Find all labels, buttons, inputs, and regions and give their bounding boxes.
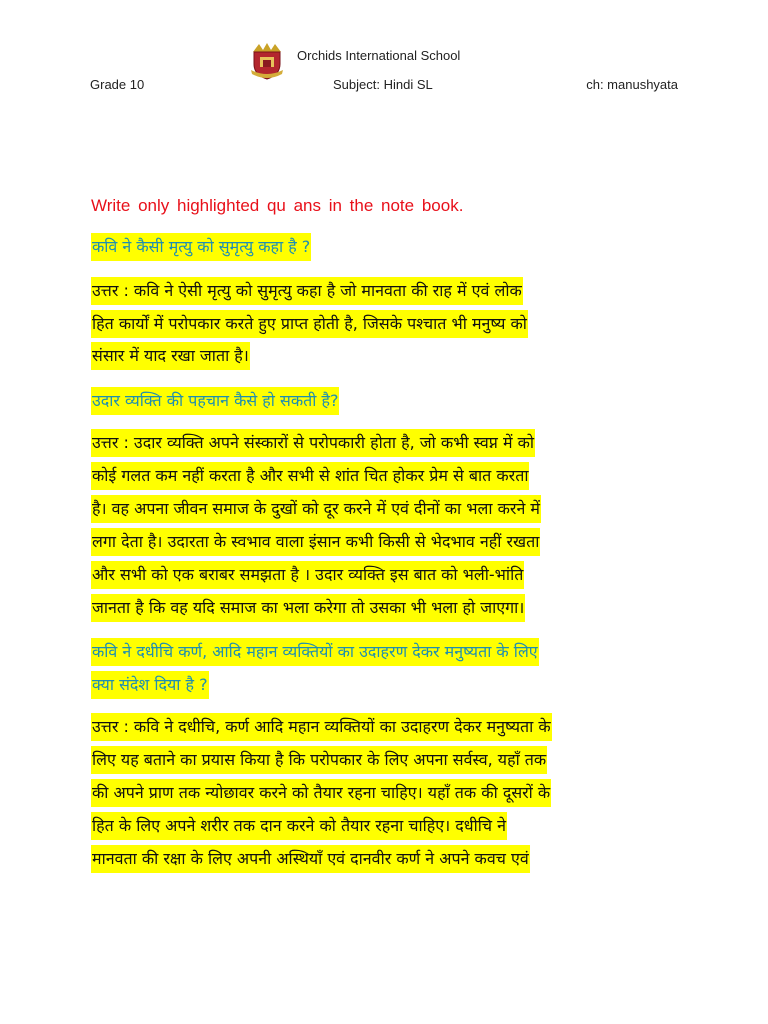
answer-3-line-1: उत्तर : कवि ने दधीचि, कर्ण आदि महान व्यक्तियों का उदाहरण देकर मनुष्यता के bbox=[91, 713, 552, 741]
answer-2-line-6: जानता है कि वह यदि समाज का भला करेगा तो उसका भी भला हो जाएगा। bbox=[91, 594, 525, 622]
answer-2-line-4: लगा देता है। उदारता के स्वभाव वाला इंसान कभी किसी से भेदभाव नहीं रखता bbox=[91, 528, 540, 556]
answer-1-line-3: संसार में याद रखा जाता है। bbox=[91, 342, 250, 370]
answer-3-line-4: हित के लिए अपने शरीर तक दान करने को तैयार रहना चाहिए। दधीचि ने bbox=[91, 812, 507, 840]
instruction-text: Write only highlighted qu ans in the note book. bbox=[91, 196, 464, 215]
grade-label: Grade 10 bbox=[90, 77, 145, 92]
answer-2-line-1: उत्तर : उदार व्यक्ति अपने संस्कारों से परोपकारी होता है, जो कभी स्वप्न में को bbox=[91, 429, 535, 457]
document-header bbox=[0, 0, 768, 100]
school-crest-icon bbox=[249, 42, 285, 80]
answer-3-line-2: लिए यह बताने का प्रयास किया है कि परोपकार के लिए अपना सर्वस्व, यहाँ तक bbox=[91, 746, 547, 774]
answer-2-line-2: कोई गलत कम नहीं करता है और सभी से शांत चित होकर प्रेम से बात करता bbox=[91, 462, 529, 490]
question-3-line-2: क्या संदेश दिया है ? bbox=[91, 671, 209, 699]
school-name: Orchids International School bbox=[297, 48, 461, 63]
question-2-line-1: उदार व्यक्ति की पहचान कैसे हो सकती है? bbox=[91, 387, 339, 415]
answer-3-line-5: मानवता की रक्षा के लिए अपनी अस्थियाँ एवं दानवीर कर्ण ने अपने कवच एवं bbox=[91, 845, 530, 873]
answer-1-line-1: उत्तर : कवि ने ऐसी मृत्यु को सुमृत्यु कहा है जो मानवता की राह में एवं लोक bbox=[91, 277, 523, 305]
subject-label: Subject: Hindi SL bbox=[333, 77, 433, 92]
question-3-line-1: कवि ने दधीचि कर्ण, आदि महान व्यक्तियों का उदाहरण देकर मनुष्यता के लिए bbox=[91, 638, 539, 666]
chapter-label: ch: manushyata bbox=[586, 77, 678, 92]
answer-2-line-5: और सभी को एक बराबर समझता है । उदार व्यक्ति इस बात को भली-भांति bbox=[91, 561, 524, 589]
question-1-line-1: कवि ने कैसी मृत्यु को सुमृत्यु कहा है ? bbox=[91, 233, 311, 261]
answer-2-line-3: है। वह अपना जीवन समाज के दुखों को दूर करने में एवं दीनों का भला करने में bbox=[91, 495, 541, 523]
answer-1-line-2: हित कार्यों में परोपकार करते हुए प्राप्त होती है, जिसके पश्चात भी मनुष्य को bbox=[91, 310, 528, 338]
answer-3-line-3: की अपने प्राण तक न्योछावर करने को तैयार रहना चाहिए। यहाँ तक की दूसरों के bbox=[91, 779, 551, 807]
